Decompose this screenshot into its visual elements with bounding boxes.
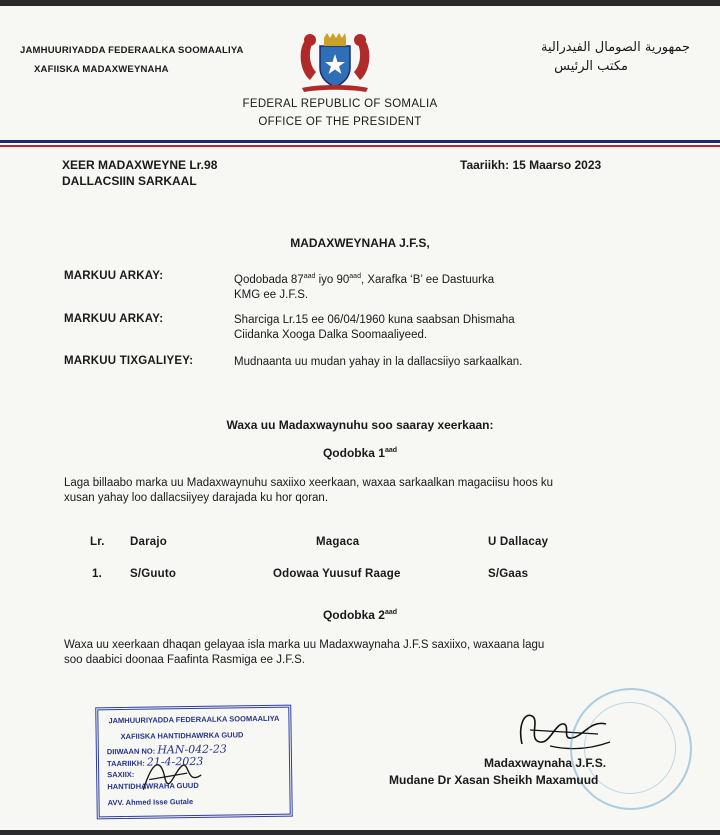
stamp-taariikh: TAARIIKH: 21-4-2023 <box>106 754 204 769</box>
stamp-taariikh-value: 21-4-2023 <box>146 754 204 769</box>
preamble-text-1: Qodobada $87^{aad}$ iyo $90^{aad}$, Xarafka ‘B’ ee Dastuurka KMG ee J.F.S. <box>234 273 495 301</box>
header-english-line2: OFFICE OF THE PRESIDENT <box>258 116 422 128</box>
signatory-name: Mudane Dr Xasan Sheikh Maxamuud <box>389 773 599 787</box>
table-header-rank: Darajo <box>130 536 167 548</box>
stamp-signature-icon <box>139 749 210 800</box>
article1-title: Qodobka $1^{aad}$ <box>322 446 398 460</box>
table-cell-promoted-to: S/Gaas <box>488 568 529 580</box>
article2-title: Qodobka $2^{aad}$ <box>322 608 398 622</box>
header-arabic-line2: مكتب الرئيس <box>554 59 628 74</box>
decree-date: Taariikh: 15 Maarso 2023 <box>460 158 602 172</box>
header-somali-line1: JAMHUURIYADDA FEDERAALKA SOOMAALIYA <box>20 45 244 56</box>
table-cell-number: 1. <box>92 568 102 580</box>
stamp-line1: JAMHUURIYADDA FEDERAALKA SOOMAALIYA <box>108 713 280 726</box>
stamp-diiwaan: DIIWAAN NO: HAN-042-23 <box>106 742 227 757</box>
table-header-promoted-to: U Dallacay <box>488 536 549 548</box>
preamble-label-3: MARKUU TIXGALIYEY: <box>64 355 194 367</box>
article2-text: Waxa uu xeerkaan dhaqan gelayaa isla marka uu Madaxwaynaha J.F.S saxiixo, waxaana lagu soo daabici doonaa Faafinta Rasmiga ee J.F.S. <box>64 639 545 666</box>
presidential-seal <box>570 688 692 810</box>
preamble-text-3: Mudnaanta uu mudan yahay in la dallacsiiyo sarkaalkan. <box>234 356 523 368</box>
audit-stamp <box>95 705 293 820</box>
signatory-title: Madaxwaynaha J.F.S. <box>484 756 607 770</box>
table-header-name: Magaca <box>316 536 360 548</box>
preamble-text-2: Sharciga Lr.15 ee 06/04/1960 kuna saabsan Dhismaha Ciidanka Xooga Dalka Soomaaliyeed. <box>234 314 515 341</box>
preamble-label-1: MARKUU ARKAY: <box>64 270 164 282</box>
stamp-line6: HANTIDHAWRAHA GUUD <box>107 780 199 792</box>
preamble-label-2: MARKUU ARKAY: <box>64 313 164 325</box>
decree-intro: Waxa uu Madaxwaynuhu soo saaray xeerkaan: <box>226 418 494 432</box>
stamp-line7: AVV. Ahmed Isse Gutale <box>107 797 194 808</box>
document-page <box>0 6 720 830</box>
decree-title-line2: DALLACSIIN SARKAAL <box>62 174 197 188</box>
stamp-diiwaan-value: HAN-042-23 <box>157 742 227 757</box>
coat-of-arms-icon <box>294 32 376 96</box>
header-somali-line2: XAFIISKA MADAXWEYNAHA <box>34 64 169 75</box>
table-header-number: Lr. <box>90 536 105 548</box>
article1-text: Laga billaabo marka uu Madaxwaynuhu saxiixo xeerkaan, waxaa sarkaalkan magaciisu hoos ku xusan yahay loo dallacsiiyey darajada ku hor qoran. <box>64 477 554 504</box>
table-cell-name: Odowaa Yuusuf Raage <box>273 568 401 580</box>
stamp-saxiix-label: SAXIIX: <box>107 769 135 780</box>
header-arabic-line1: جمهورية الصومال الفيدرالية <box>541 40 690 55</box>
issuer-heading: MADAXWEYNAHA J.F.S, <box>290 236 430 250</box>
stamp-line2: XAFIISKA HANTIDHAWRKA GUUD <box>120 730 244 742</box>
decree-title-line1: XEER MADAXWEYNE Lr.98 <box>62 158 218 172</box>
header-rule-red <box>0 145 720 147</box>
header-english-line1: FEDERAL REPUBLIC OF SOMALIA <box>242 98 438 110</box>
table-cell-rank: S/Guuto <box>130 568 177 580</box>
